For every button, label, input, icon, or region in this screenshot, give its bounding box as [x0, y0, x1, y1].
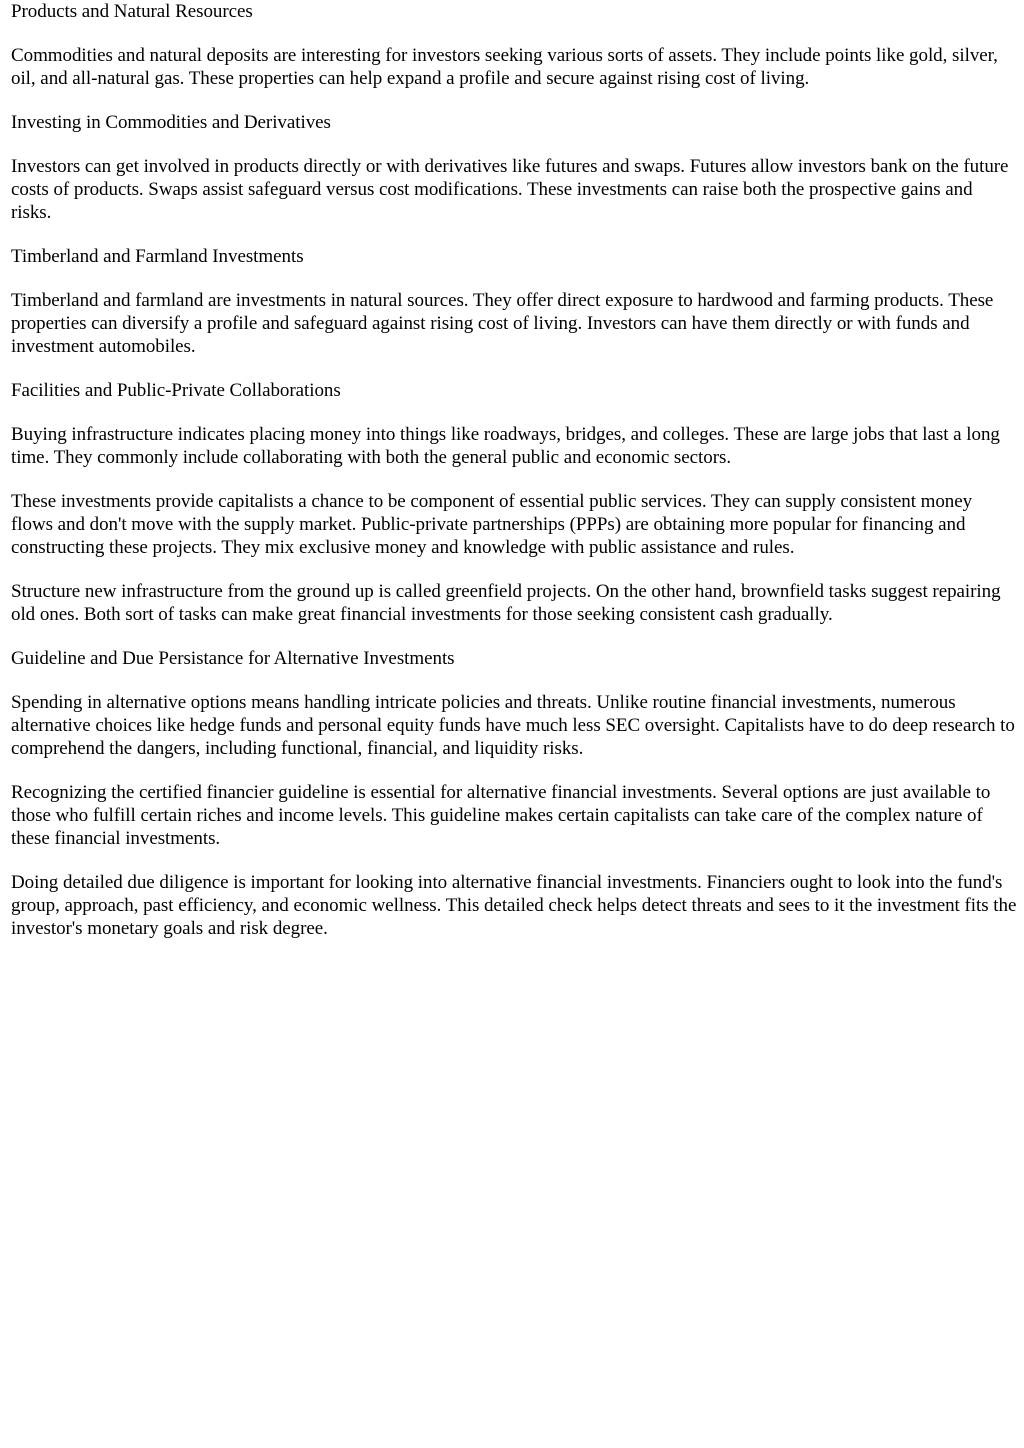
body-paragraph: Spending in alternative options means handling intricate policies and threats. Unlike routine financial investments, numerous alternative choices like hedge funds and personal equity funds have much less SEC oversight. Capitalists have to do deep research to comprehend the dangers, including functional, financial, and liquidity risks. [11, 692, 1015, 759]
section-heading: Investing in Commodities and Derivatives [11, 112, 331, 133]
body-paragraph: Buying infrastructure indicates placing money into things like roadways, bridges, and colleges. These are large jobs that last a long time. They commonly include collaborating with both the general public and economic sectors. [11, 424, 1000, 468]
body-paragraph: Commodities and natural deposits are interesting for investors seeking various sorts of assets. They include points like gold, silver, oil, and all-natural gas. These properties can help expand a profile and secure against rising cost of living. [11, 45, 998, 89]
section-heading: Timberland and Farmland Investments [11, 246, 304, 267]
body-paragraph: Structure new infrastructure from the ground up is called greenfield projects. On the other hand, brownfield tasks suggest repairing old ones. Both sort of tasks can make great financial investments for those seeking consistent cash gradually. [11, 581, 1001, 625]
body-paragraph: Timberland and farmland are investments in natural sources. They offer direct exposure to hardwood and farming products. These properties can diversify a profile and safeguard against rising cost of living. Investors can have them directly or with funds and investment automobiles. [11, 290, 994, 357]
body-paragraph: Investors can get involved in products directly or with derivatives like futures and swaps. Futures allow investors bank on the future costs of products. Swaps assist safeguard versus cost modifications. These investments can raise both the prospective gains and risks. [11, 156, 1009, 223]
body-paragraph: These investments provide capitalists a chance to be component of essential public services. They can supply consistent money flows and don't move with the supply market. Public-private partnerships (PPPs) are obtaining more popular for financing and constructing these projects. They mix exclusive money and knowledge with public assistance and rules. [11, 491, 973, 558]
section-heading: Products and Natural Resources [11, 1, 253, 22]
section-heading: Guideline and Due Persistance for Alternative Investments [11, 648, 455, 669]
document-body [11, 0, 1017, 961]
body-paragraph: Doing detailed due diligence is important for looking into alternative financial investments. Financiers ought to look into the fund's group, approach, past efficiency, and economic wellness. This detailed check helps detect threats and sees to it the investment fits the investor's monetary goals and risk degree. [11, 872, 1017, 939]
body-paragraph: Recognizing the certified financier guideline is essential for alternative financial investments. Several options are just available to those who fulfill certain riches and income levels. This guideline makes certain capitalists can take care of the complex nature of these financial investments. [11, 782, 991, 849]
section-heading: Facilities and Public-Private Collaborations [11, 380, 341, 401]
